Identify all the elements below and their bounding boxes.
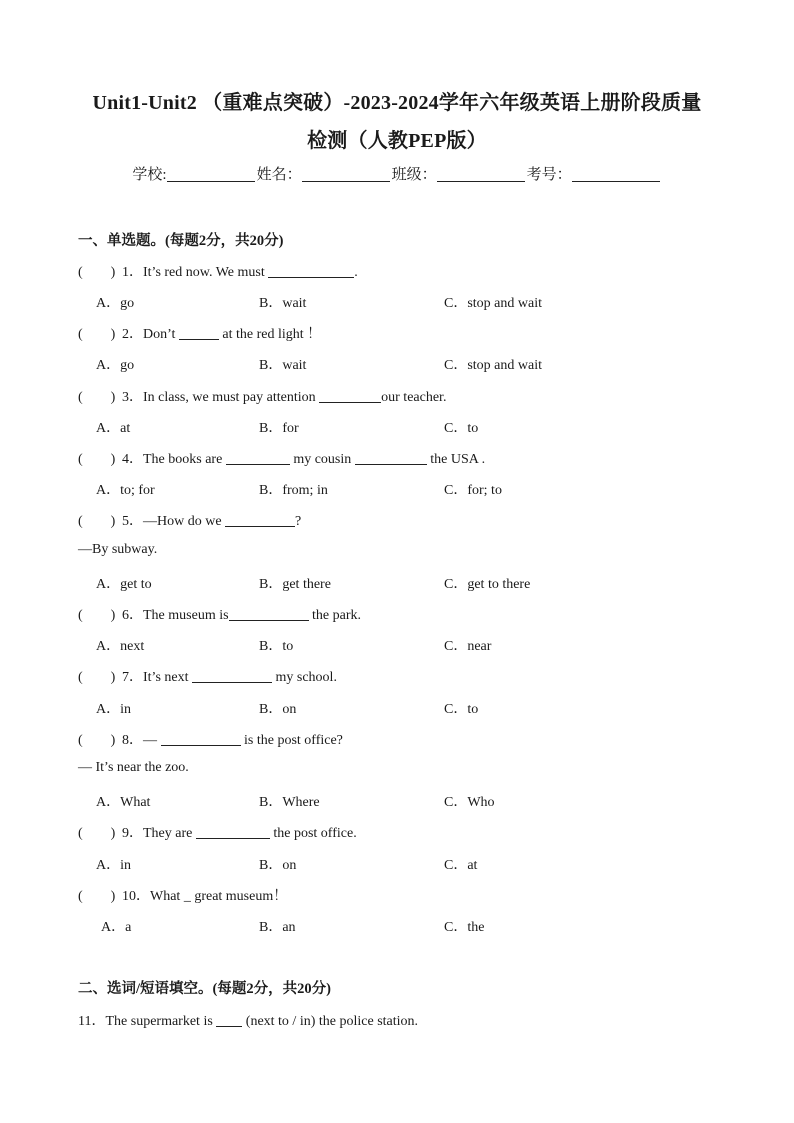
question-text: 8．— [122, 733, 161, 748]
option-a[interactable]: A．at [96, 421, 131, 436]
question-text: 6．The museum is [122, 608, 229, 623]
question-8 [78, 729, 343, 749]
answer-blank[interactable] [161, 732, 241, 746]
section1-heading: 一、单选题。(每题2分，共20分) [78, 233, 284, 249]
answer-paren[interactable]: ( ) [78, 733, 116, 748]
class-label: 班级： [391, 167, 437, 183]
option-b[interactable]: B．an [259, 920, 296, 935]
name-label: 姓名： [256, 167, 302, 183]
school-label: 学校: [132, 167, 167, 183]
option-a[interactable]: A．next [96, 639, 145, 654]
option-a[interactable]: A．get to [96, 577, 152, 592]
name-field[interactable] [302, 167, 390, 182]
class-field[interactable] [437, 167, 525, 182]
question-5 [78, 510, 301, 530]
question-4 [78, 448, 485, 468]
answer-blank[interactable] [229, 607, 309, 621]
exam-number-field[interactable] [572, 167, 660, 182]
option-a[interactable]: A．go [96, 358, 135, 373]
answer-blank[interactable] [268, 264, 354, 278]
answer-blank-1[interactable] [226, 451, 290, 465]
question-text-end: the post office. [269, 826, 357, 841]
question-text: 3．In class, we must pay attention [122, 390, 320, 405]
option-b[interactable]: B．get there [259, 577, 331, 592]
question-text: 5．—How do we [122, 514, 226, 529]
answer-paren[interactable]: ( ) [78, 452, 116, 467]
option-b[interactable]: B．wait [259, 296, 307, 311]
option-c[interactable]: C．at [444, 858, 478, 873]
question-text-end: at the red light ！ [218, 327, 322, 342]
page-title-line2: 检测（人教PEP版） [307, 130, 487, 152]
option-c[interactable]: C．near [444, 639, 492, 654]
option-c[interactable]: C．stop and wait [444, 358, 542, 373]
answer-paren[interactable]: ( ) [78, 390, 116, 405]
option-a[interactable]: A．a [101, 920, 132, 935]
dialogue-answer: — It’s near the zoo. [78, 760, 189, 775]
answer-paren[interactable]: ( ) [78, 889, 116, 904]
dialogue-answer: —By subway. [78, 542, 158, 557]
question-text: 10．What _ great museum！ [122, 889, 288, 904]
answer-paren[interactable]: ( ) [78, 670, 116, 685]
question-11 [78, 1010, 418, 1030]
option-a[interactable]: A．What [96, 795, 151, 810]
option-b[interactable]: B．to [259, 639, 294, 654]
question-text-end: . [354, 265, 358, 280]
exam-number-label: 考号： [526, 167, 572, 183]
option-b[interactable]: B．wait [259, 358, 307, 373]
option-b[interactable]: B．Where [259, 795, 320, 810]
question-text: 11．The supermarket is [78, 1014, 217, 1029]
option-b[interactable]: B．on [259, 702, 297, 717]
answer-paren[interactable]: ( ) [78, 608, 116, 623]
page-title-line1: Unit1-Unit2 （重难点突破）-2023-2024学年六年级英语上册阶段质量 [92, 92, 702, 114]
option-a[interactable]: A．go [96, 296, 135, 311]
question-10 [78, 885, 287, 905]
option-c[interactable]: C．to [444, 421, 479, 436]
answer-blank[interactable] [216, 1013, 242, 1027]
answer-paren[interactable]: ( ) [78, 327, 116, 342]
option-a[interactable]: A．in [96, 702, 131, 717]
question-text-end: (next to / in) the police station. [242, 1014, 419, 1029]
option-a[interactable]: A．to; for [96, 483, 155, 498]
option-c[interactable]: C．get to there [444, 577, 531, 592]
question-text: 9．They are [122, 826, 196, 841]
answer-blank[interactable] [192, 669, 272, 683]
option-b[interactable]: B．from; in [259, 483, 328, 498]
question-text: 4．The books are [122, 452, 226, 467]
question-text-end: the park. [308, 608, 362, 623]
question-9 [78, 822, 357, 842]
option-c[interactable]: C．Who [444, 795, 495, 810]
answer-paren[interactable]: ( ) [78, 265, 116, 280]
question-text-mid: my cousin [289, 452, 355, 467]
question-text-end: is the post office? [240, 733, 343, 748]
question-text-end: the USA . [426, 452, 486, 467]
option-c[interactable]: C．stop and wait [444, 296, 542, 311]
section2-heading: 二、选词/短语填空。(每题2分，共20分) [78, 981, 331, 997]
question-text: 2．Don’t [122, 327, 179, 342]
option-c[interactable]: C．for; to [444, 483, 502, 498]
answer-paren[interactable]: ( ) [78, 514, 116, 529]
question-2 [78, 323, 321, 343]
option-a[interactable]: A．in [96, 858, 131, 873]
answer-blank[interactable] [179, 326, 219, 340]
answer-blank[interactable] [225, 513, 295, 527]
answer-paren[interactable]: ( ) [78, 826, 116, 841]
option-b[interactable]: B．for [259, 421, 299, 436]
option-c[interactable]: C．to [444, 702, 479, 717]
question-text-end: our teacher. [381, 390, 447, 405]
answer-blank[interactable] [196, 825, 270, 839]
question-7 [78, 666, 337, 686]
student-info-line [0, 163, 794, 184]
option-c[interactable]: C．the [444, 920, 485, 935]
option-b[interactable]: B．on [259, 858, 297, 873]
question-text: 1．It’s red now. We must [122, 265, 269, 280]
question-1 [78, 261, 358, 281]
question-text: 7．It’s next [122, 670, 192, 685]
answer-blank-2[interactable] [355, 451, 427, 465]
school-field[interactable] [167, 167, 255, 182]
answer-blank[interactable] [319, 389, 381, 403]
question-text-end: my school. [272, 670, 337, 685]
question-3 [78, 386, 446, 406]
question-6 [78, 604, 361, 624]
question-text-end: ? [295, 514, 302, 529]
